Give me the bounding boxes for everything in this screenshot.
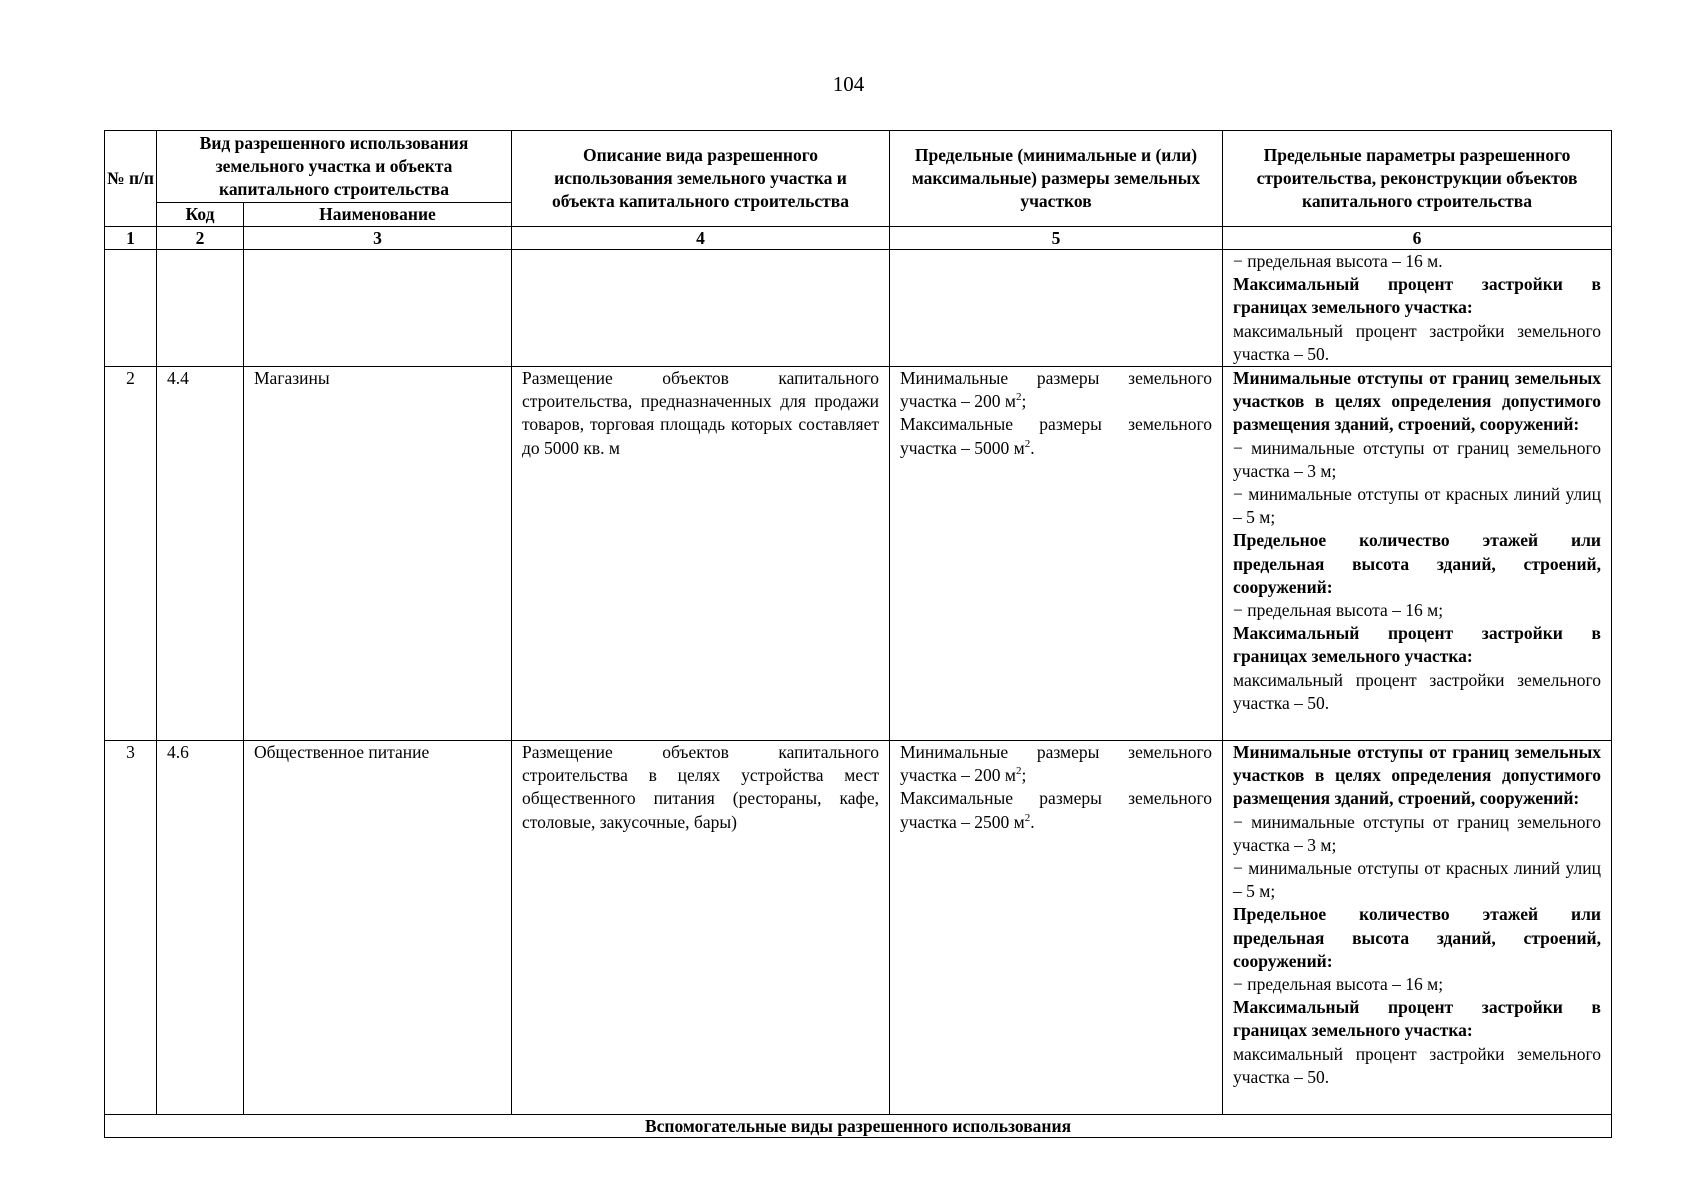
- param-heading: Предельное количество этажей или предельная высота зданий, строений, сооружений:: [1233, 530, 1601, 597]
- min-size-text: Минимальные размеры земельного участка – 200 м: [900, 742, 1212, 786]
- row-num: 2: [105, 367, 157, 741]
- header-vid: Вид разрешенного использования земельного участка и объекта капитального строительства: [157, 131, 512, 203]
- param-line: максимальный процент застройки земельного участка – 50.: [1233, 669, 1601, 713]
- col-index: 2: [157, 227, 244, 250]
- param-line: − минимальные отступы от красных линий улиц – 5 м;: [1233, 484, 1601, 528]
- param-heading: Минимальные отступы от границ земельных участков в целях определения допустимого размещения зданий, строений, сооружений:: [1233, 368, 1601, 435]
- punct: ;: [1021, 391, 1027, 412]
- row-sizes: [890, 367, 1223, 741]
- square-exponent: 2: [1015, 391, 1022, 404]
- header-num: № п/п: [105, 131, 157, 227]
- param-heading: Максимальный процент застройки в границах земельного участка:: [1233, 274, 1601, 318]
- min-size-text: Минимальные размеры земельного участка – 200 м: [900, 368, 1212, 412]
- param-heading: Максимальный процент застройки в границах земельного участка:: [1233, 623, 1601, 667]
- col-index: 1: [105, 227, 157, 250]
- param-line: − предельная высота – 16 м;: [1233, 974, 1444, 995]
- params-cell: [1223, 367, 1612, 741]
- table-row: [105, 367, 1612, 741]
- row-description: Размещение объектов капитального строительства, предназначенных для продажи товаров, торговая площадь которых составляет до 5000 кв. м: [512, 367, 890, 741]
- param-heading: Минимальные отступы от границ земельных участков в целях определения допустимого размещения зданий, строений, сооружений:: [1233, 742, 1601, 809]
- params-cell: [1223, 741, 1612, 1115]
- param-heading: Максимальный процент застройки в границах земельного участка:: [1233, 997, 1601, 1041]
- square-exponent: 2: [1024, 437, 1031, 450]
- param-line: − предельная высота – 16 м;: [1233, 600, 1444, 621]
- param-heading: Предельное количество этажей или предельная высота зданий, строений, сооружений:: [1233, 904, 1601, 971]
- params-cell: [1223, 250, 1612, 367]
- page-number: 104: [832, 72, 865, 96]
- square-exponent: 2: [1015, 765, 1022, 778]
- param-line: − минимальные отступы от красных линий улиц – 5 м;: [1233, 858, 1601, 902]
- row-name: Общественное питание: [244, 741, 512, 1115]
- header-params: Предельные параметры разрешенного строительства, реконструкции объектов капитального строительства: [1223, 131, 1612, 227]
- col-index: 6: [1223, 227, 1612, 250]
- column-index-row: [105, 227, 1612, 250]
- row-code: 4.4: [157, 367, 244, 741]
- row-num: 3: [105, 741, 157, 1115]
- header-desc: Описание вида разрешенного использования земельного участка и объекта капитального строительства: [512, 131, 890, 227]
- square-exponent: 2: [1024, 811, 1031, 824]
- row-code: 4.6: [157, 741, 244, 1115]
- table-row-continuation: [105, 250, 1612, 367]
- param-line: − минимальные отступы от границ земельного участка – 3 м;: [1233, 811, 1601, 855]
- param-line: максимальный процент застройки земельного участка – 50.: [1233, 320, 1601, 364]
- row-name: Магазины: [244, 367, 512, 741]
- header-sizes: Предельные (минимальные и (или) максимальные) размеры земельных участков: [890, 131, 1223, 227]
- row-description: Размещение объектов капитального строительства в целях устройства мест общественного питания (рестораны, кафе, столовые, закусочные, бары): [512, 741, 890, 1115]
- col-index: 5: [890, 227, 1223, 250]
- header-name: Наименование: [244, 203, 512, 227]
- section-title: Вспомогательные виды разрешенного использования: [105, 1115, 1612, 1138]
- table-row: [105, 741, 1612, 1115]
- row-sizes: [890, 741, 1223, 1115]
- col-index: 4: [512, 227, 890, 250]
- param-line: − минимальные отступы от границ земельного участка – 3 м;: [1233, 437, 1601, 481]
- punct: .: [1030, 811, 1035, 832]
- header-kod: Код: [157, 203, 244, 227]
- section-row: [105, 1115, 1612, 1138]
- land-use-table: [104, 130, 1612, 1138]
- punct: .: [1030, 437, 1035, 458]
- param-line: максимальный процент застройки земельного участка – 50.: [1233, 1043, 1601, 1087]
- col-index: 3: [244, 227, 512, 250]
- param-line: − предельная высота – 16 м.: [1233, 251, 1443, 271]
- punct: ;: [1021, 765, 1027, 786]
- max-size-text: Максимальные размеры земельного участка – 2500 м: [900, 788, 1212, 832]
- max-size-text: Максимальные размеры земельного участка – 5000 м: [900, 414, 1212, 458]
